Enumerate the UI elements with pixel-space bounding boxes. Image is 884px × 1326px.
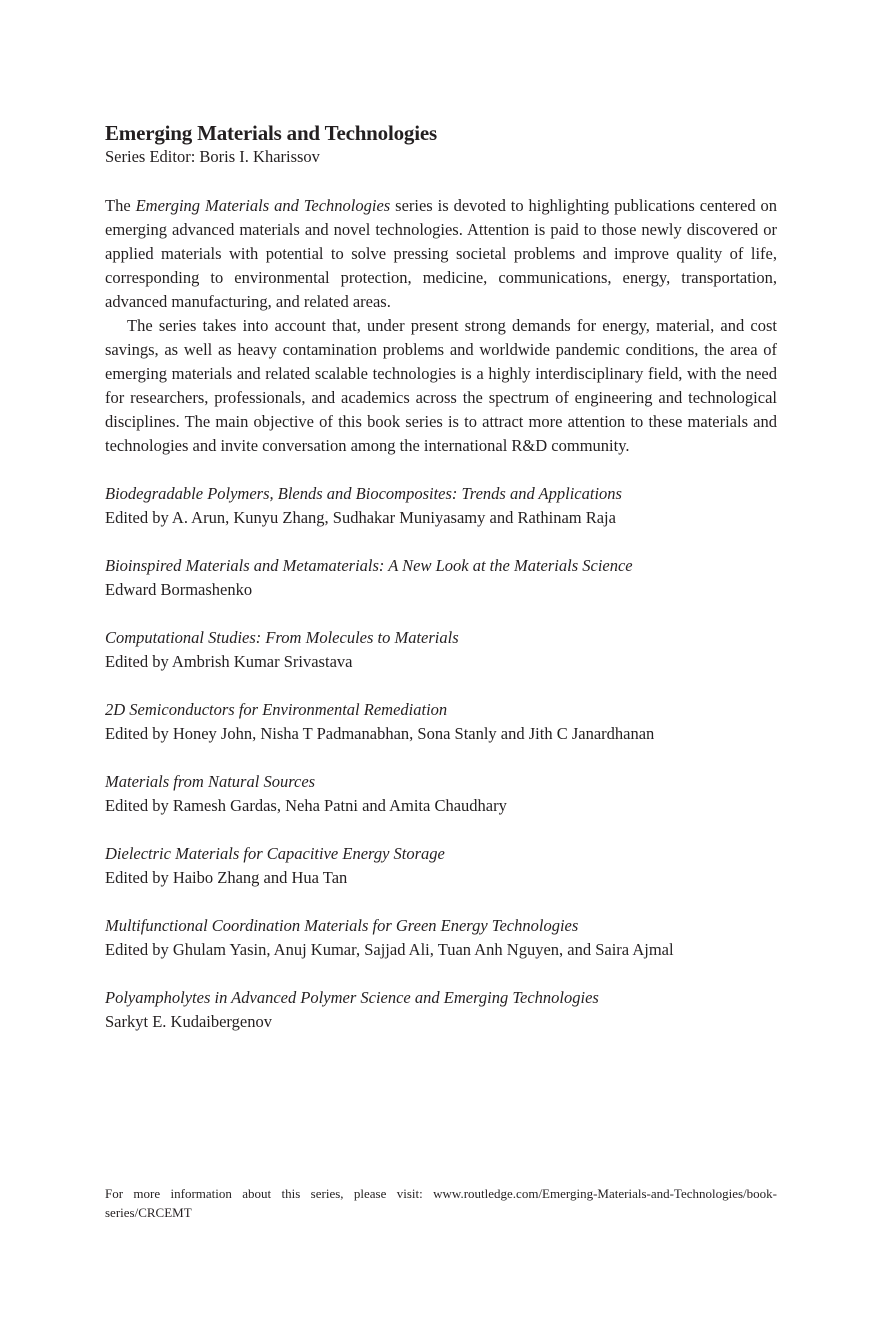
book-entry (105, 698, 777, 746)
series-description (105, 194, 777, 458)
book-entry (105, 842, 777, 890)
book-entry (105, 986, 777, 1034)
book-title: Computational Studies: From Molecules to Materials (105, 628, 459, 647)
book-title: Multifunctional Coordination Materials for Green Energy Technologies (105, 916, 579, 935)
book-entry (105, 554, 777, 602)
book-title: Polyampholytes in Advanced Polymer Science and Emerging Technologies (105, 988, 599, 1007)
description-paragraph-2: The series takes into account that, under present strong demands for energy, material, and cost savings, as well as heavy contamination problems and worldwide pandemic conditions, the area of emerging materials and related scalable technologies is a highly interdisciplinary field, with the need for researchers, professionals, and academics across the spectrum of engineering and technological disciplines. The main objective of this book series is to attract more attention to these materials and technologies and invite conversation among the international R&D community. (105, 316, 777, 455)
book-title: 2D Semiconductors for Environmental Remediation (105, 700, 448, 719)
book-entry (105, 482, 777, 530)
book-title: Biodegradable Polymers, Blends and Biocomposites: Trends and Applications (105, 484, 622, 503)
series-info-footer: For more information about this series, please visit: www.routledge.com/Emerging-Materials-and-Technologies/book-series/CRCEMT (105, 1186, 777, 1220)
book-editors: Sarkyt E. Kudaibergenov (105, 1012, 272, 1031)
book-editors: Edited by Ghulam Yasin, Anuj Kumar, Sajjad Ali, Tuan Anh Nguyen, and Saira Ajmal (105, 940, 674, 959)
book-editors: Edited by Ramesh Gardas, Neha Patni and Amita Chaudhary (105, 796, 507, 815)
book-title: Bioinspired Materials and Metamaterials: A New Look at the Materials Science (105, 556, 633, 575)
book-editors: Edited by Haibo Zhang and Hua Tan (105, 868, 348, 887)
book-title: Dielectric Materials for Capacitive Energy Storage (105, 844, 445, 863)
series-page (105, 120, 777, 1058)
series-name-italic: Emerging Materials and Technologies (135, 196, 391, 215)
description-suffix: series is devoted to highlighting publications centered on emerging advanced materials and novel technologies. Attention is paid to those newly discovered or applied materials with potential to solve pressing societal problems and improve quality of life, corresponding to environmental protection, medicine, communications, energy, transportation, advanced manufacturing, and related areas. (105, 196, 777, 311)
book-entry (105, 770, 777, 818)
series-title: Emerging Materials and Technologies (105, 121, 437, 145)
book-editors: Edited by A. Arun, Kunyu Zhang, Sudhakar Muniyasamy and Rathinam Raja (105, 508, 616, 527)
description-prefix: The (105, 196, 136, 215)
book-editors: Edited by Ambrish Kumar Srivastava (105, 652, 353, 671)
book-entry (105, 626, 777, 674)
book-list (105, 482, 777, 1034)
series-editor: Series Editor: Boris I. Kharissov (105, 147, 320, 166)
book-editors: Edited by Honey John, Nisha T Padmanabhan, Sona Stanly and Jith C Janardhanan (105, 724, 655, 743)
book-editors: Edward Bormashenko (105, 580, 253, 599)
description-paragraph-1 (105, 194, 777, 314)
book-title: Materials from Natural Sources (105, 772, 316, 791)
book-entry (105, 914, 777, 962)
